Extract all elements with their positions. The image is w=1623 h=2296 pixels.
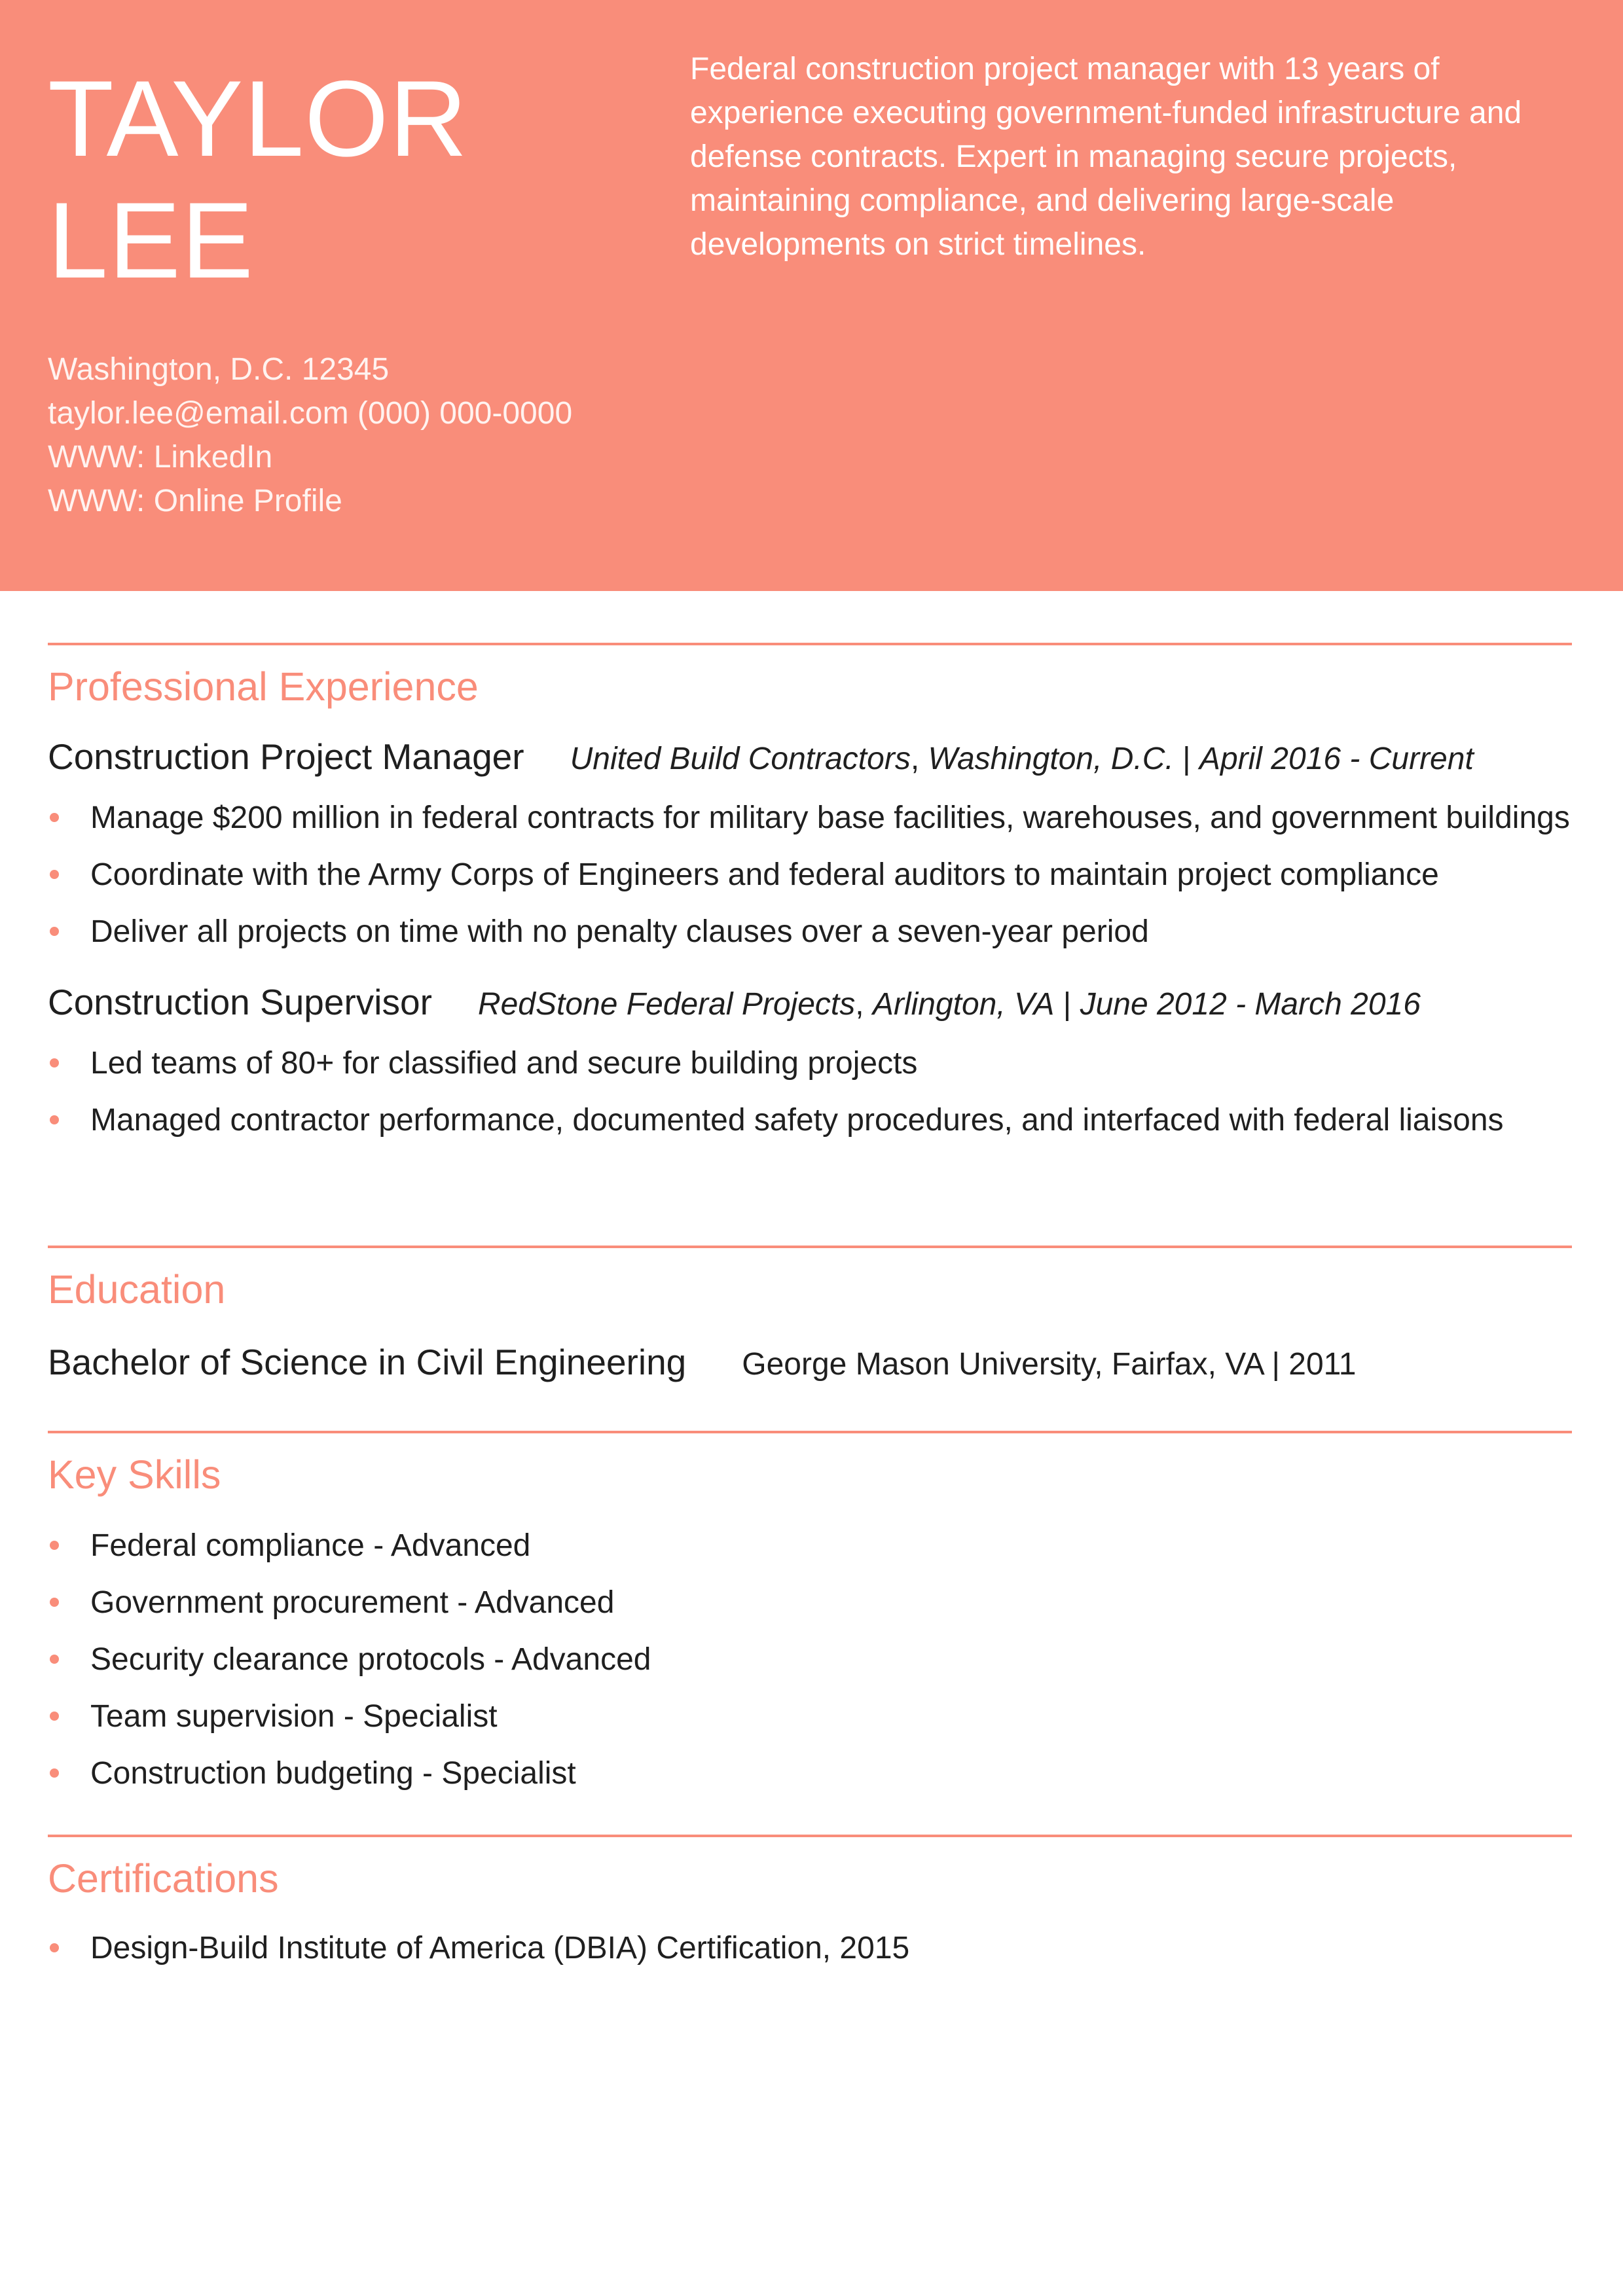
email-phone-text: taylor.lee@email.com (000) 000-0000 [48, 396, 573, 431]
section-divider [48, 1246, 1572, 1248]
job-meta [478, 986, 1421, 1022]
list-item [48, 1041, 1572, 1085]
job-title: Construction Supervisor [48, 982, 432, 1022]
certifications-section [48, 1835, 1572, 1983]
job-title: Construction Project Manager [48, 736, 524, 777]
bullet-icon [50, 1115, 59, 1124]
education-entry [48, 1341, 1572, 1383]
bullet-icon [50, 1655, 59, 1664]
professional-summary: Federal construction project manager with 13 years of experience executing government-funded infrastructure and defense contracts. Expert in managing secure projects, maintaining compliance, and delivering large-scale developments on strict timelines. [690, 52, 1522, 262]
job-bullets [48, 1041, 1572, 1142]
list-item-text: Led teams of 80+ for classified and secure building projects [90, 1046, 918, 1081]
list-item [48, 796, 1572, 840]
section-divider [48, 1835, 1572, 1837]
skill-text: Government procurement - Advanced [90, 1585, 615, 1620]
meta-separator: | [1054, 987, 1080, 1022]
job-header [48, 981, 1572, 1023]
location-text: Washington, D.C. 12345 [48, 352, 390, 387]
bullet-icon [50, 1598, 59, 1607]
first-name: TAYLOR [48, 58, 468, 179]
list-item-text: Manage $200 million in federal contracts for military base facilities, warehouses, and government buildings [90, 800, 1570, 835]
school-info: George Mason University, Fairfax, VA | 2011 [742, 1347, 1357, 1382]
education-section [48, 1246, 1572, 1383]
meta-separator: , [855, 987, 873, 1022]
job-dates: April 2016 - Current [1199, 742, 1474, 776]
last-name: LEE [48, 180, 254, 300]
linkedin-link[interactable]: WWW: LinkedIn [48, 440, 273, 475]
skill-text: Team supervision - Specialist [90, 1699, 498, 1734]
section-title: Key Skills [48, 1452, 221, 1497]
list-item [48, 910, 1572, 954]
job-meta [570, 741, 1474, 777]
certification-text: Design-Build Institute of America (DBIA) Certification, 2015 [90, 1931, 910, 1965]
bullet-icon [50, 1541, 59, 1550]
bullet-icon [50, 1712, 59, 1721]
job-bullets [48, 796, 1572, 954]
job-location: Washington, D.C. [928, 742, 1174, 776]
section-title: Professional Experience [48, 664, 479, 709]
list-item [48, 1581, 1572, 1624]
section-title: Education [48, 1267, 226, 1312]
skills-section [48, 1431, 1572, 1808]
section-divider [48, 643, 1572, 645]
job-entry [48, 981, 1572, 1142]
list-item-text: Managed contractor performance, documented safety procedures, and interfaced with federal liaisons [90, 1103, 1504, 1138]
meta-separator: , [910, 742, 928, 776]
meta-separator: | [1173, 742, 1199, 776]
list-item-text: Deliver all projects on time with no penalty clauses over a seven-year period [90, 914, 1149, 949]
skill-text: Construction budgeting - Specialist [90, 1756, 576, 1791]
section-title: Certifications [48, 1856, 279, 1901]
job-location: Arlington, VA [872, 987, 1055, 1022]
degree-name: Bachelor of Science in Civil Engineering [48, 1342, 687, 1382]
employer-name: United Build Contractors [570, 742, 911, 776]
bullet-icon [50, 1768, 59, 1778]
certifications-list [48, 1926, 1572, 1970]
bullet-icon [50, 813, 59, 822]
list-item [48, 853, 1572, 897]
job-header [48, 736, 1572, 778]
candidate-name [48, 58, 637, 301]
list-item [48, 1638, 1572, 1681]
bullet-icon [50, 870, 59, 879]
skill-text: Security clearance protocols - Advanced [90, 1642, 651, 1677]
skill-text: Federal compliance - Advanced [90, 1528, 531, 1563]
list-item [48, 1695, 1572, 1738]
skills-list [48, 1524, 1572, 1795]
list-item [48, 1098, 1572, 1142]
employer-name: RedStone Federal Projects [477, 987, 856, 1022]
contact-info [48, 348, 572, 523]
job-dates: June 2012 - March 2016 [1080, 987, 1421, 1022]
list-item [48, 1926, 1572, 1970]
job-entry [48, 736, 1572, 954]
resume-header [0, 0, 1623, 591]
bullet-icon [50, 927, 59, 936]
list-item-text: Coordinate with the Army Corps of Engineers and federal auditors to maintain project compliance [90, 857, 1439, 892]
experience-section [48, 643, 1572, 1155]
list-item [48, 1751, 1572, 1795]
bullet-icon [50, 1943, 59, 1952]
list-item [48, 1524, 1572, 1568]
bullet-icon [50, 1058, 59, 1067]
section-divider [48, 1431, 1572, 1433]
online-profile-link[interactable]: WWW: Online Profile [48, 484, 342, 518]
